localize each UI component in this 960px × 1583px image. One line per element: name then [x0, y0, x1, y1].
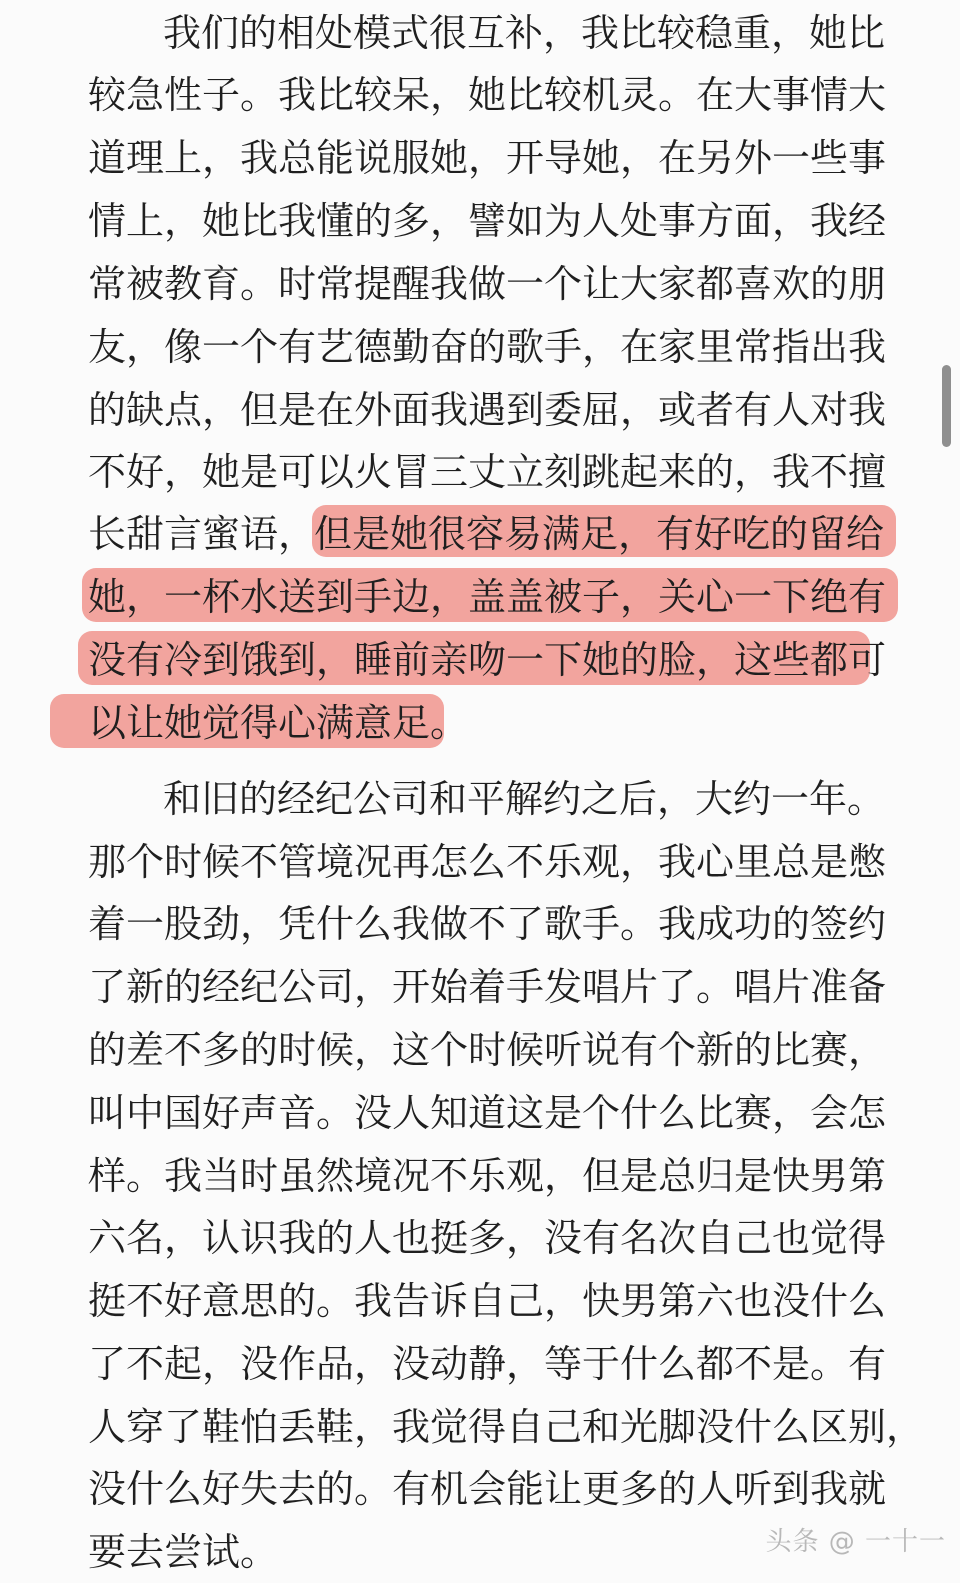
- paragraph-line: 人穿了鞋怕丢鞋，我觉得自己和光脚没什么区别，: [88, 1405, 925, 1449]
- paragraph-line: 友，像一个有艺德勤奋的歌手，在家里常指出我: [88, 325, 887, 369]
- paragraph-line: 长甜言蜜语， 但是她很容易满足，有好吃的留给: [0, 503, 960, 565]
- scrollbar-thumb[interactable]: [942, 365, 951, 447]
- highlighted-text: 她，一杯水送到手边，盖盖被子，关心一下绝有: [88, 575, 887, 619]
- paragraph-line: 道理上，我总能说服她，开导她，在另外一些事: [88, 136, 887, 180]
- paragraph-line: 我们的相处模式很互补，我比较稳重，她比: [163, 11, 886, 55]
- paragraph-line: 那个时候不管境况再怎么不乐观，我心里总是憋: [88, 840, 887, 884]
- paragraph-line: 不好，她是可以火冒三丈立刻跳起来的，我不擅: [88, 450, 887, 494]
- paragraph-line: 样。我当时虽然境况不乐观，但是总归是快男第: [88, 1154, 887, 1198]
- paragraph-line: 了不起，没作品，没动静，等于什么都不是。有: [88, 1342, 887, 1386]
- paragraph-line: 常被教育。时常提醒我做一个让大家都喜欢的朋: [88, 262, 887, 306]
- paragraph-line: 和旧的经纪公司和平解约之后，大约一年。: [163, 777, 886, 821]
- highlighted-text: 以让她觉得心满意足。: [88, 701, 469, 745]
- paragraph-line: 着一股劲，凭什么我做不了歌手。我成功的签约: [88, 902, 887, 946]
- paragraph-line: 没什么好失去的。有机会能让更多的人听到我就: [88, 1467, 887, 1511]
- paragraph-line: 要去尝试。: [88, 1530, 279, 1574]
- paragraph-line: 较急性子。我比较呆，她比较机灵。在大事情大: [88, 73, 887, 117]
- paragraph-line: 情上，她比我懂的多，譬如为人处事方面，我经: [88, 199, 887, 243]
- paragraph-line: 挺不好意思的。我告诉自己，快男第六也没什么: [88, 1279, 887, 1323]
- highlighted-text: 没有冷到饿到，睡前亲吻一下她的脸，这些都可: [88, 638, 887, 682]
- paragraph-line: 的缺点，但是在外面我遇到委屈，或者有人对我: [88, 388, 887, 432]
- paragraph-line: 叫中国好声音。没人知道这是个什么比赛，会怎: [88, 1091, 887, 1135]
- paragraph-line: 了新的经纪公司，开始着手发唱片了。唱片准备: [88, 965, 887, 1009]
- paragraph-line: 的差不多的时候，这个时候听说有个新的比赛，: [88, 1028, 887, 1072]
- watermark: 头条 @ 一十一: [765, 1527, 946, 1557]
- paragraph-line: 六名，认识我的人也挺多，没有名次自己也觉得: [88, 1216, 887, 1260]
- highlighted-text: 但是她很容易满足，有好吃的留给: [314, 512, 885, 556]
